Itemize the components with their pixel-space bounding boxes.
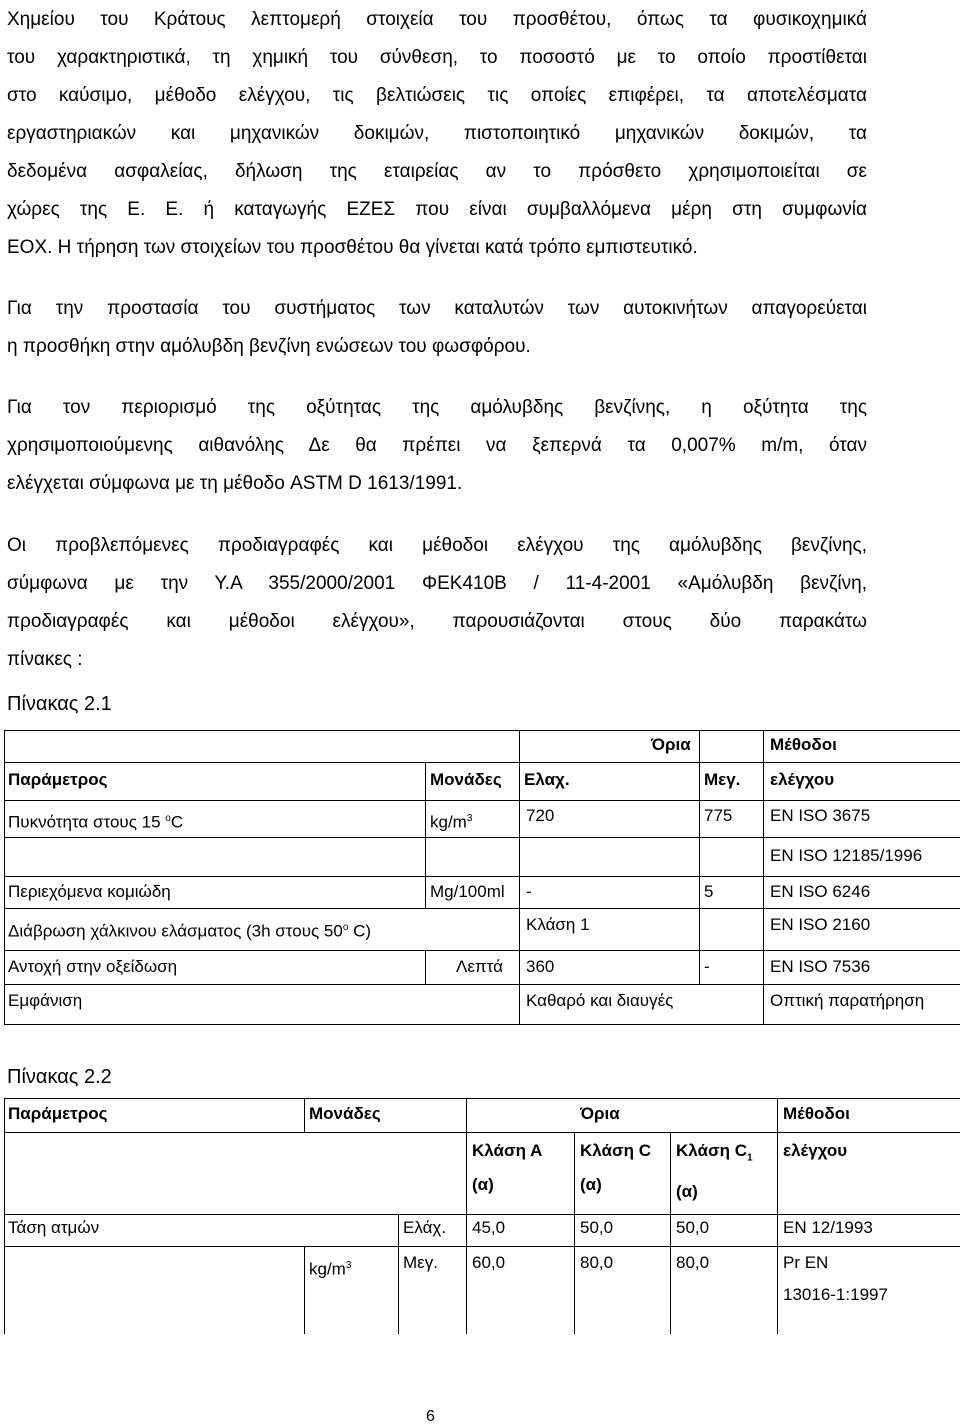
paragraph-2 — [7, 290, 867, 366]
cell-max: 5 — [704, 882, 714, 901]
cell-class-c: 50,0 — [580, 1218, 614, 1237]
table-border — [4, 730, 5, 1024]
header-note: (α) — [472, 1175, 494, 1194]
table-border — [425, 876, 426, 908]
cell-max: 775 — [704, 806, 733, 825]
cell-parameter: Διάβρωση χάλκινου ελάσματος (3h στους 50$^o$ C) — [8, 921, 372, 941]
table-border — [574, 1132, 575, 1334]
page-number: 6 — [426, 1408, 435, 1425]
text-line: προδιαγραφές και μέθοδοι ελέγχου», παρουσιάζονται στους δύο παρακάτω — [7, 611, 867, 632]
cell-method: EN ISO 2160 — [770, 915, 871, 934]
table-rule — [4, 1246, 960, 1247]
cell-parameter: Τάση ατμών — [8, 1218, 100, 1237]
paragraph-4 — [7, 527, 867, 679]
table-1-title: Πίνακας 2.1 — [7, 693, 112, 715]
cell-class-a: 45,0 — [472, 1218, 506, 1237]
paragraph-1 — [7, 1, 867, 267]
header-note: (α) — [580, 1175, 602, 1194]
cell-min: - — [526, 882, 532, 901]
cell-min: 720 — [526, 806, 555, 825]
cell-unit: $kg/m^3$ — [309, 1259, 352, 1279]
table-rule — [4, 1098, 960, 1099]
text-line: ΕΟΧ. Η τήρηση των στοιχείων του προσθέτου θα γίνεται κατά τρόπο εμπιστευτικό. — [7, 237, 698, 258]
cell-unit: $kg/m^3$ — [430, 812, 473, 832]
header-parameter: Παράμετρος — [8, 1104, 108, 1123]
table-rule — [4, 950, 960, 951]
paragraph-3 — [7, 389, 867, 503]
cell-class-c1: 50,0 — [676, 1218, 710, 1237]
cell-class-a: 60,0 — [472, 1253, 506, 1272]
header-note: (α) — [676, 1182, 698, 1201]
table-rule — [4, 800, 960, 801]
table-2-title: Πίνακας 2.2 — [7, 1066, 112, 1088]
cell-method: EN ISO 3675 — [770, 806, 871, 825]
text-line: δεδομένα ασφαλείας, δήλωση της εταιρείας αν το πρόσθετο χρησιμοποιείται σε — [7, 161, 867, 182]
text-line: Χημείου του Κράτους λεπτομερή στοιχεία του προσθέτου, όπως τα φυσικοχημικά — [7, 9, 867, 30]
table-border — [398, 1214, 399, 1334]
table-rule — [4, 1132, 960, 1133]
cell-method: ΕΝ 12/1993 — [783, 1218, 873, 1237]
header-methods: Μέθοδοι — [783, 1104, 850, 1123]
table-border — [425, 950, 426, 984]
table-rule — [4, 984, 960, 985]
text-line: σύμφωνα με την Υ.Α 355/2000/2001 ΦΕΚ410Β / 11-4-2001 «Αμόλυβδη βενζίνη, — [7, 573, 867, 594]
table-border — [425, 762, 426, 876]
cell-unit: Mg/100ml — [430, 882, 505, 901]
header-limits: Όρια — [580, 1104, 620, 1123]
text-line: χρησιμοποιούμενης αιθανόλης Δε θα πρέπει να ξεπερνά τα 0,007% m/m, όταν — [7, 435, 867, 456]
cell-min: 360 — [526, 957, 555, 976]
header-min: Ελαχ. — [524, 770, 570, 789]
cell-method: 13016-1:1997 — [783, 1285, 888, 1304]
text-line: Για τον περιορισμό της οξύτητας της αμόλυβδης βενζίνης, η οξύτητα της — [7, 397, 867, 418]
table-rule — [4, 876, 960, 877]
table-border — [4, 1098, 5, 1334]
text-line: στο καύσιμο, μέθοδο ελέγχου, τις βελτιώσεις τις οποίες επιφέρει, τα αποτελέσματα — [7, 85, 867, 106]
cell-method: Pr EN — [783, 1253, 829, 1272]
header-units: Μονάδες — [430, 770, 502, 789]
text-line: του χαρακτηριστικά, τη χημική του σύνθεση, το ποσοστό με το οποίο προστίθεται — [7, 47, 867, 68]
table-border — [466, 1098, 467, 1334]
table-rule — [4, 1024, 960, 1025]
header-limits: Όρια — [651, 735, 691, 754]
text-line: η προσθήκη στην αμόλυβδη βενζίνη ενώσεων του φωσφόρου. — [7, 336, 531, 357]
text-line: εργαστηριακών και μηχανικών δοκιμών, πιστοποιητικό μηχανικών δοκιμών, τα — [7, 123, 867, 144]
table-rule — [4, 762, 960, 763]
table-border — [699, 730, 700, 950]
header-class-c: Κλάση C — [580, 1141, 651, 1160]
header-control: ελέγχου — [783, 1141, 848, 1160]
table-border — [699, 950, 700, 984]
cell-max: - — [704, 957, 710, 976]
cell-method: EN ISO 7536 — [770, 957, 871, 976]
cell-method: Οπτική παρατήρηση — [770, 991, 925, 1010]
header-methods: Μέθοδοι — [770, 735, 837, 754]
cell-class: Κλάση 1 — [526, 915, 590, 934]
cell-limit: Ελάχ. — [403, 1218, 447, 1237]
table-border — [304, 1098, 305, 1132]
cell-method: EN ISO 12185/1996 — [770, 846, 923, 865]
table-rule — [4, 837, 960, 838]
cell-method: EN ISO 6246 — [770, 882, 871, 901]
text-line: πίνακες : — [7, 649, 83, 670]
cell-parameter: Αντοχή στην οξείδωση — [8, 957, 178, 976]
cell-parameter: Εμφάνιση — [8, 991, 83, 1010]
table-rule — [4, 730, 960, 731]
table-border — [304, 1246, 305, 1334]
table-border — [670, 1132, 671, 1334]
header-parameter: Παράμετρος — [8, 770, 108, 789]
table-rule — [4, 908, 960, 909]
header-class-c1: Κλάση $C_1$ — [676, 1141, 753, 1164]
cell-unit: Λεπτά — [456, 957, 503, 976]
text-line: χώρες της Ε. Ε. ή καταγωγής ΕΖΕΣ που είναι συμβαλλόμενα μέρη στη συμφωνία — [7, 199, 867, 220]
cell-parameter: Πυκνότητα στους 15 $^o$C — [8, 812, 184, 832]
text-line: ελέγχεται σύμφωνα με τη μέθοδο ASTM D 1613/1991. — [7, 473, 463, 494]
header-units: Μονάδες — [309, 1104, 381, 1123]
cell-limit: Μεγ. — [403, 1253, 438, 1272]
cell-class-c: 80,0 — [580, 1253, 614, 1272]
cell-value: Καθαρό και διαυγές — [526, 991, 674, 1010]
text-line: Για την προστασία του συστήματος των καταλυτών των αυτοκινήτων απαγορεύεται — [7, 298, 867, 319]
table-border — [519, 730, 520, 1024]
table-rule — [4, 1214, 960, 1215]
header-class-a: Κλάση Α — [472, 1141, 543, 1160]
cell-parameter: Περιεχόμενα κομιώδη — [8, 882, 171, 901]
cell-class-c1: 80,0 — [676, 1253, 710, 1272]
table-border — [777, 1098, 778, 1334]
text-line: Οι προβλεπόμενες προδιαγραφές και μέθοδοι ελέγχου της αμόλυβδης βενζίνης, — [7, 535, 867, 556]
header-control: ελέγχου — [770, 770, 835, 789]
header-max: Μεγ. — [704, 770, 741, 789]
table-border — [763, 730, 764, 1024]
